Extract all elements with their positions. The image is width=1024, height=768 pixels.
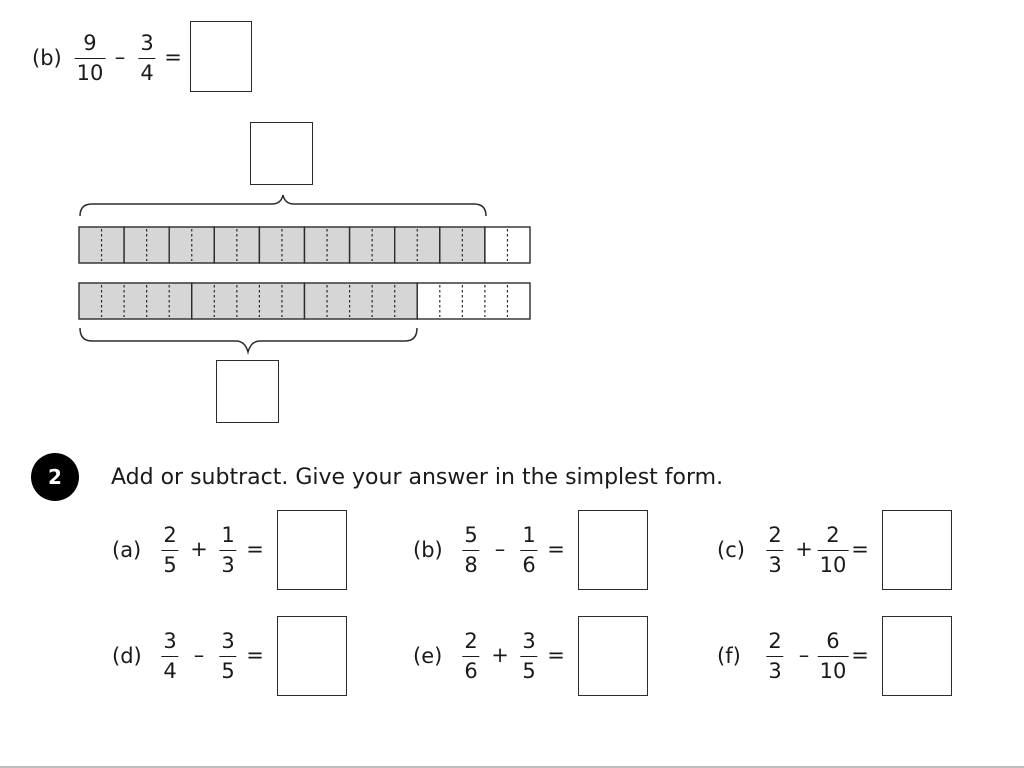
fraction-bar <box>219 656 236 657</box>
second-fraction <box>219 630 236 682</box>
question-number-badge: 2 <box>31 453 79 501</box>
fraction-bar <box>462 656 479 657</box>
equals-sign: = <box>851 537 869 561</box>
numerator: 3 <box>522 629 536 653</box>
denominator: 5 <box>221 659 235 683</box>
first-fraction <box>462 524 479 576</box>
first-fraction <box>462 630 479 682</box>
fraction-bar <box>766 656 783 657</box>
denominator: 10 <box>819 659 847 683</box>
item-label: (b) <box>413 538 443 562</box>
item-label: (c) <box>717 538 745 562</box>
item-answer-box[interactable] <box>882 510 952 590</box>
item-answer-box[interactable] <box>882 616 952 696</box>
item-label: (e) <box>413 644 443 668</box>
numerator: 3 <box>163 629 177 653</box>
top-brace <box>80 195 486 216</box>
bottom-bar-part-2-shaded <box>192 283 305 319</box>
second-fraction <box>520 630 537 682</box>
equals-sign: = <box>164 45 182 69</box>
item-label: (d) <box>112 644 142 668</box>
bottom-bar <box>79 283 530 319</box>
first-fraction <box>161 630 178 682</box>
numerator: 3 <box>140 31 154 55</box>
item-answer-box[interactable] <box>578 510 648 590</box>
item-answer-box[interactable] <box>578 616 648 696</box>
denominator: 6 <box>464 659 478 683</box>
part-b-label: (b) <box>32 46 62 70</box>
item-answer-box[interactable] <box>277 616 347 696</box>
denominator: 4 <box>163 659 177 683</box>
fraction-bar <box>462 550 479 551</box>
operator: + <box>190 537 208 561</box>
minus-operator: – <box>114 45 126 69</box>
fraction-bar <box>818 656 849 657</box>
second-fraction <box>818 630 849 682</box>
equals-sign: = <box>547 643 565 667</box>
denominator: 3 <box>768 553 782 577</box>
denominator: 10 <box>819 553 847 577</box>
fraction-bar <box>161 656 178 657</box>
operator: – <box>193 643 205 667</box>
numerator: 9 <box>83 31 97 55</box>
second-fraction <box>219 524 236 576</box>
numerator: 2 <box>163 523 177 547</box>
numerator: 2 <box>768 629 782 653</box>
first-fraction <box>766 630 783 682</box>
second-fraction <box>520 524 537 576</box>
denominator: 3 <box>768 659 782 683</box>
bottom-brace <box>80 328 417 352</box>
operator: + <box>491 643 509 667</box>
operator: + <box>795 537 813 561</box>
first-fraction <box>161 524 178 576</box>
fraction-bar <box>818 550 849 551</box>
denominator: 3 <box>221 553 235 577</box>
item-label: (f) <box>717 644 741 668</box>
top-bar <box>79 227 530 263</box>
denominator: 4 <box>140 61 154 85</box>
first-fraction <box>766 524 783 576</box>
second-fraction <box>818 524 849 576</box>
fraction-bar <box>219 550 236 551</box>
fraction-bar <box>520 656 537 657</box>
bottom-bar-part-3-shaded <box>305 283 418 319</box>
operator: – <box>798 643 810 667</box>
numerator: 2 <box>826 523 840 547</box>
fraction-bar <box>520 550 537 551</box>
numerator: 6 <box>826 629 840 653</box>
equals-sign: = <box>246 537 264 561</box>
operator: – <box>494 537 506 561</box>
bottom-bar-part-4 <box>417 283 530 319</box>
numerator: 5 <box>464 523 478 547</box>
fraction-bar <box>766 550 783 551</box>
question-instruction: Add or subtract. Give your answer in the simplest form. <box>111 465 724 490</box>
fraction-bar <box>161 550 178 551</box>
denominator: 10 <box>76 61 104 85</box>
numerator: 2 <box>768 523 782 547</box>
numerator: 1 <box>221 523 235 547</box>
denominator: 5 <box>522 659 536 683</box>
numerator: 1 <box>522 523 536 547</box>
item-answer-box[interactable] <box>277 510 347 590</box>
equals-sign: = <box>246 643 264 667</box>
equals-sign: = <box>547 537 565 561</box>
equals-sign: = <box>851 643 869 667</box>
denominator: 6 <box>522 553 536 577</box>
denominator: 8 <box>464 553 478 577</box>
numerator: 3 <box>221 629 235 653</box>
item-label: (a) <box>112 538 142 562</box>
bottom-bar-part-1-shaded <box>79 283 192 319</box>
denominator: 5 <box>163 553 177 577</box>
numerator: 2 <box>464 629 478 653</box>
